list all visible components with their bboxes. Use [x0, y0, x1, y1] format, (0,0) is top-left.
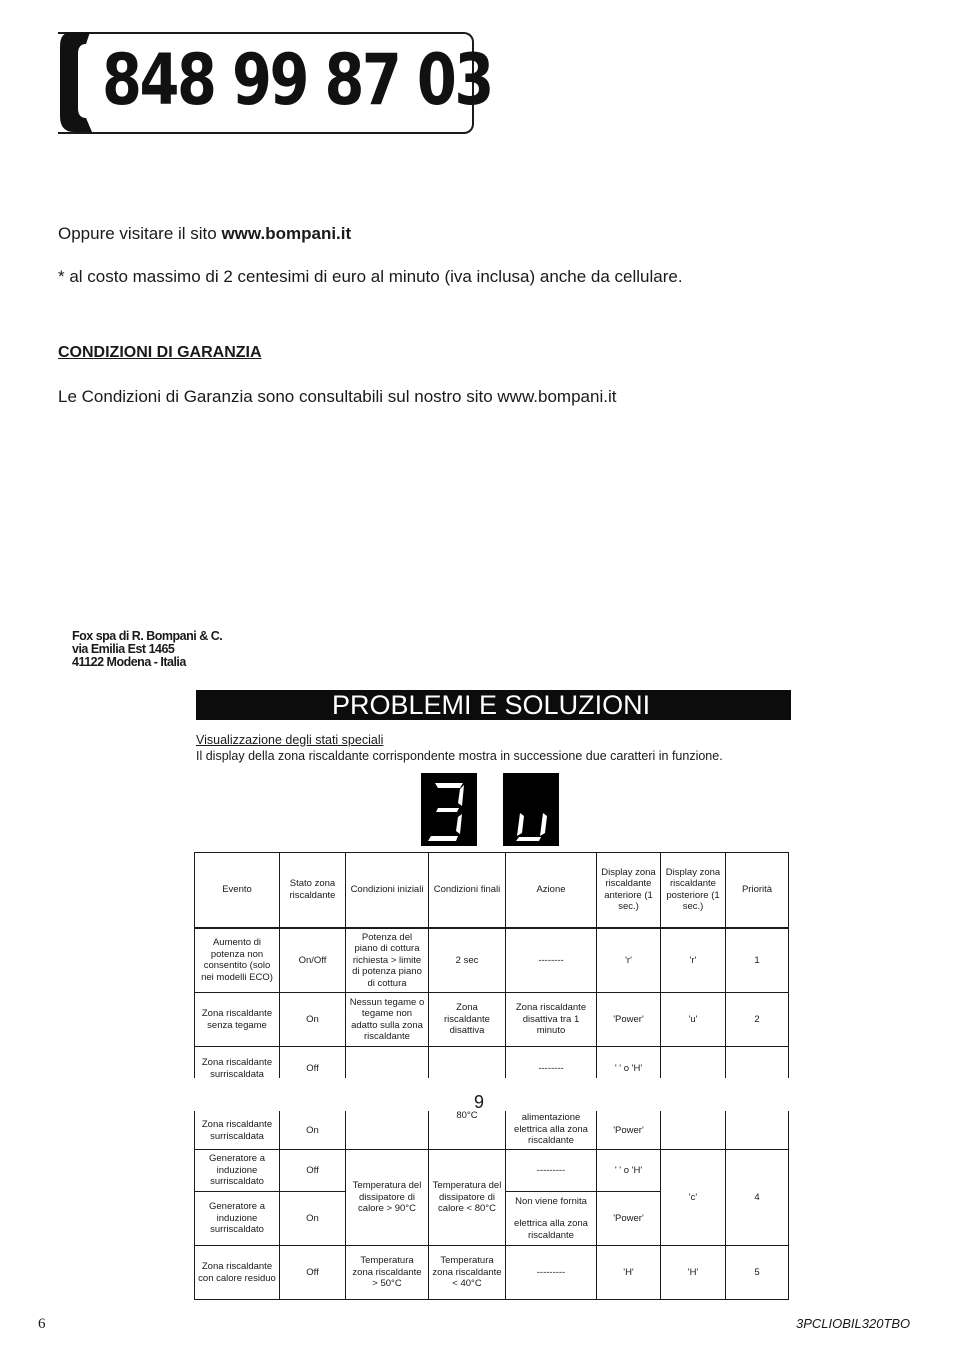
cell: Temperatura del dissipatore di calore < 80°C [429, 1150, 506, 1246]
page-number: 6 [38, 1316, 46, 1332]
cell: On [280, 993, 346, 1047]
cell: ' ' o 'H' [597, 1150, 661, 1192]
header-initial: Condizioni iniziali [346, 853, 429, 928]
section-title-bar [196, 690, 791, 720]
cell [726, 1047, 789, 1079]
header-front-display: Display zona riscaldante anteriore (1 sec.) [597, 853, 661, 928]
cell: Off [280, 1150, 346, 1192]
cell: 80°C [429, 1111, 506, 1150]
cell: 5 [726, 1246, 789, 1300]
table-bottom-fragment [0, 1111, 954, 1301]
cost-note: * al costo massimo di 2 centesimi di euro al minuto (iva inclusa) anche da cellulare. [58, 267, 683, 286]
cell: Aumento di potenza non consentito (solo nei modelli ECO) [195, 928, 280, 993]
website-link[interactable]: www.bompani.it [221, 224, 352, 243]
table-row [195, 1111, 789, 1150]
visit-prefix: Oppure visitare il sito [58, 224, 222, 243]
cell: On [280, 1111, 346, 1150]
cell: 2 [726, 993, 789, 1047]
table-header-row [195, 853, 789, 928]
cell: 'Power' [597, 993, 661, 1047]
cell: Nessun tegame o tegame non adatto sulla zona riscaldante [346, 993, 429, 1047]
cell [346, 1047, 429, 1079]
cell: Temperatura zona riscaldante > 50°C [346, 1246, 429, 1300]
cell: Generatore a induzione surriscaldato [195, 1192, 280, 1246]
cell: Zona riscaldante disattiva tra 1 minuto [506, 993, 597, 1047]
cell: Off [280, 1047, 346, 1079]
display-char-3 [421, 773, 477, 846]
cell: 'H' [661, 1246, 726, 1300]
special-states-heading: Visualizzazione degli stati speciali [196, 733, 384, 747]
cell: 'u' [661, 993, 726, 1047]
phone-handset-icon [58, 32, 98, 134]
cell: Generatore a induzione surriscaldato [195, 1150, 280, 1192]
guarantee-heading: CONDIZIONI DI GARANZIA [58, 344, 262, 361]
table-top-fragment [0, 852, 954, 1078]
visit-line [58, 224, 351, 244]
cell [506, 1192, 597, 1246]
cell: Temperatura zona riscaldante < 40°C [429, 1246, 506, 1300]
table-row [195, 1047, 789, 1079]
cell: -------- [506, 1047, 597, 1079]
cell: On/Off [280, 928, 346, 993]
guarantee-text: Le Condizioni di Garanzia sono consultabili sul nostro sito www.bompani.it [58, 387, 617, 406]
cell: 'c' [661, 1150, 726, 1246]
document-code: 3PCLIOBIL320TBO [796, 1316, 911, 1331]
cell: 2 sec [429, 928, 506, 993]
company-city: 41122 Modena - Italia [72, 655, 186, 669]
cell: ' ' o 'H' [597, 1047, 661, 1079]
cell: Off [280, 1246, 346, 1300]
section-title: PROBLEMI E SOLUZIONI [332, 690, 651, 720]
cell: Zona riscaldante surriscaldata [195, 1047, 280, 1079]
cell: Zona riscaldante surriscaldata [195, 1111, 280, 1150]
special-states-description: Il display della zona riscaldante corrispondente mostra in successione due caratteri in funzione. [196, 749, 723, 763]
phone-number: 848 99 87 03 [102, 39, 492, 121]
table-row [195, 1246, 789, 1300]
cell [429, 1047, 506, 1079]
segment-letter-u-icon [503, 773, 559, 846]
header-priority: Priorità [726, 853, 789, 928]
cell [726, 1111, 789, 1150]
cell: alimentazione elettrica alla zona riscaldante [506, 1111, 597, 1150]
company-name: Fox spa di R. Bompani & C. [72, 629, 223, 643]
cell: Zona riscaldante con calore residuo [195, 1246, 280, 1300]
cell: 'Power' [597, 1111, 661, 1150]
display-char-u [503, 773, 559, 846]
cell: 'r' [597, 928, 661, 993]
cell: 'H' [597, 1246, 661, 1300]
special-states-table [194, 852, 789, 1078]
cell [661, 1111, 726, 1150]
cell: Potenza del piano di cottura richiesta > limite di potenza piano di cottura [346, 928, 429, 993]
cell: --------- [506, 1150, 597, 1192]
header-final: Condizioni finali [429, 853, 506, 928]
header-action: Azione [506, 853, 597, 928]
cell: -------- [506, 928, 597, 993]
table-row [195, 928, 789, 993]
table-row [195, 993, 789, 1047]
header-rear-display: Display zona riscaldante posteriore (1 sec.) [661, 853, 726, 928]
cell: 'r' [661, 928, 726, 993]
action-line-2: elettrica alla zona riscaldante [514, 1218, 588, 1241]
page-number-center: 9 [474, 1092, 485, 1112]
cell: Temperatura del dissipatore di calore > 90°C [346, 1150, 429, 1246]
special-states-table-continued [194, 1111, 789, 1300]
header-event: Evento [195, 853, 280, 928]
cell [661, 1047, 726, 1079]
cell: 1 [726, 928, 789, 993]
cell: Zona riscaldante disattiva [429, 993, 506, 1047]
cell: --------- [506, 1246, 597, 1300]
cell: Zona riscaldante senza tegame [195, 993, 280, 1047]
cell: 'Power' [597, 1192, 661, 1246]
company-street: via Emilia Est 1465 [72, 642, 175, 656]
cell: 4 [726, 1150, 789, 1246]
table-row [195, 1150, 789, 1192]
header-state: Stato zona riscaldante [280, 853, 346, 928]
cell: On [280, 1192, 346, 1246]
segment-digit-3-icon [421, 773, 477, 846]
cell [346, 1111, 429, 1150]
action-line-1: Non viene fornita [515, 1195, 587, 1207]
